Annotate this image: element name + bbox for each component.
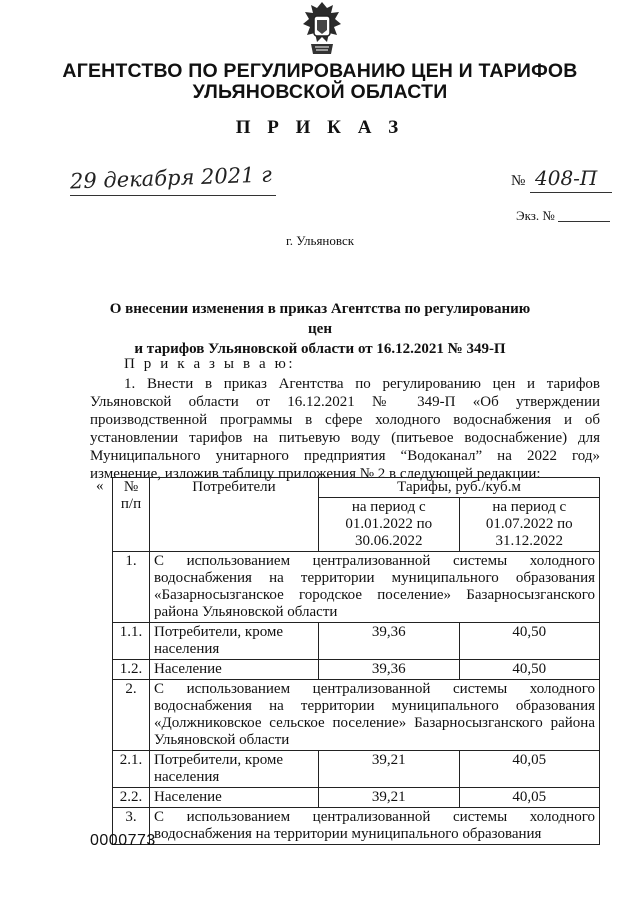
section-description: С использованием централизованной системы холодного водоснабжения на территории муниципального образования «Базарносызганское городское поселение» Базарносызганского района Ульяновской области — [150, 552, 600, 623]
header-tariffs: Тарифы, руб./куб.м — [319, 478, 600, 498]
tariff-value-period-2: 40,50 — [459, 623, 600, 660]
subject-line-2: и тарифов Ульяновской области от 16.12.2021 № 349-П — [134, 341, 506, 357]
row-number: 1. — [113, 552, 150, 623]
tariff-value-period-1: 39,21 — [319, 788, 460, 808]
tariff-value-period-2: 40,50 — [459, 660, 600, 680]
table-row — [113, 788, 600, 808]
tariff-table — [112, 477, 600, 845]
consumer-name: Население — [150, 788, 319, 808]
row-number: 1.2. — [113, 660, 150, 680]
copy-number-underline — [558, 221, 610, 222]
table-row — [113, 623, 600, 660]
table-row — [113, 751, 600, 788]
city: г. Ульяновск — [285, 233, 355, 248]
row-number: 2. — [113, 680, 150, 751]
header-consumers: Потребители — [150, 478, 319, 552]
tariff-value-period-2: 40,05 — [459, 788, 600, 808]
table-row — [113, 680, 600, 751]
opening-quote: « — [96, 478, 104, 494]
table-row — [113, 660, 600, 680]
date-underline — [70, 195, 276, 196]
handwritten-date: 29 декабря 2021 г — [69, 162, 273, 194]
copy-number-label: Экз. № — [516, 208, 555, 223]
header-period-2: на период с 01.07.2022 по 31.12.2022 — [459, 498, 600, 552]
header-period-1: на период с 01.01.2022 по 30.06.2022 — [319, 498, 460, 552]
row-number: 2.1. — [113, 751, 150, 788]
tariff-value-period-1: 39,36 — [319, 660, 460, 680]
subject-line-1: О внесении изменения в приказ Агентства по регулированию цен — [109, 301, 531, 337]
number-underline — [530, 192, 612, 193]
consumer-name: Население — [150, 660, 319, 680]
tariff-value-period-1: 39,36 — [319, 623, 460, 660]
consumer-name: Потребители, кроме населения — [150, 751, 319, 788]
section-description: С использованием централизованной системы холодного водоснабжения на территории муниципального образования — [150, 808, 600, 845]
consumer-name: Потребители, кроме населения — [150, 623, 319, 660]
table-row — [113, 808, 600, 845]
agency-region: УЛЬЯНОВСКОЙ ОБЛАСТИ — [192, 81, 448, 103]
tariff-value-period-2: 40,05 — [459, 751, 600, 788]
agency-title: АГЕНТСТВО ПО РЕГУЛИРОВАНИЮ ЦЕН И ТАРИФОВ — [62, 60, 578, 82]
document-subject — [100, 299, 540, 359]
table-row — [113, 552, 600, 623]
document-type: П Р И К А З — [235, 117, 405, 138]
serial-number: 0000773 — [90, 832, 156, 849]
number-label: № — [511, 173, 526, 189]
row-number: 2.2. — [113, 788, 150, 808]
tariff-value-period-1: 39,21 — [319, 751, 460, 788]
handwritten-number: 408-П — [535, 166, 598, 190]
order-label: П р и к а з ы в а ю: — [124, 356, 296, 372]
header-number: № п/п — [113, 478, 150, 552]
section-description: С использованием централизованной системы холодного водоснабжения на территории муниципального образования «Должниковское сельское поселение» Базарносызганского района Ульяновской области — [150, 680, 600, 751]
order-paragraph: 1. Внести в приказ Агентства по регулированию цен и тарифов Ульяновской области от 16.12.2021 № 349-П «Об утверждении производственной программы в сфере холодного водоснабжения и об установлении тарифов на питьевую воду (питьевое водоснабжение) для Муниципального унитарного предприятия “Водоканал” на 2022 год» изменение, изложив таблицу приложения № 2 в следующей редакции: — [90, 376, 600, 482]
coat-of-arms-emblem-icon — [297, 0, 347, 56]
table-header-row — [113, 478, 600, 498]
row-number: 3. — [113, 808, 150, 845]
row-number: 1.1. — [113, 623, 150, 660]
